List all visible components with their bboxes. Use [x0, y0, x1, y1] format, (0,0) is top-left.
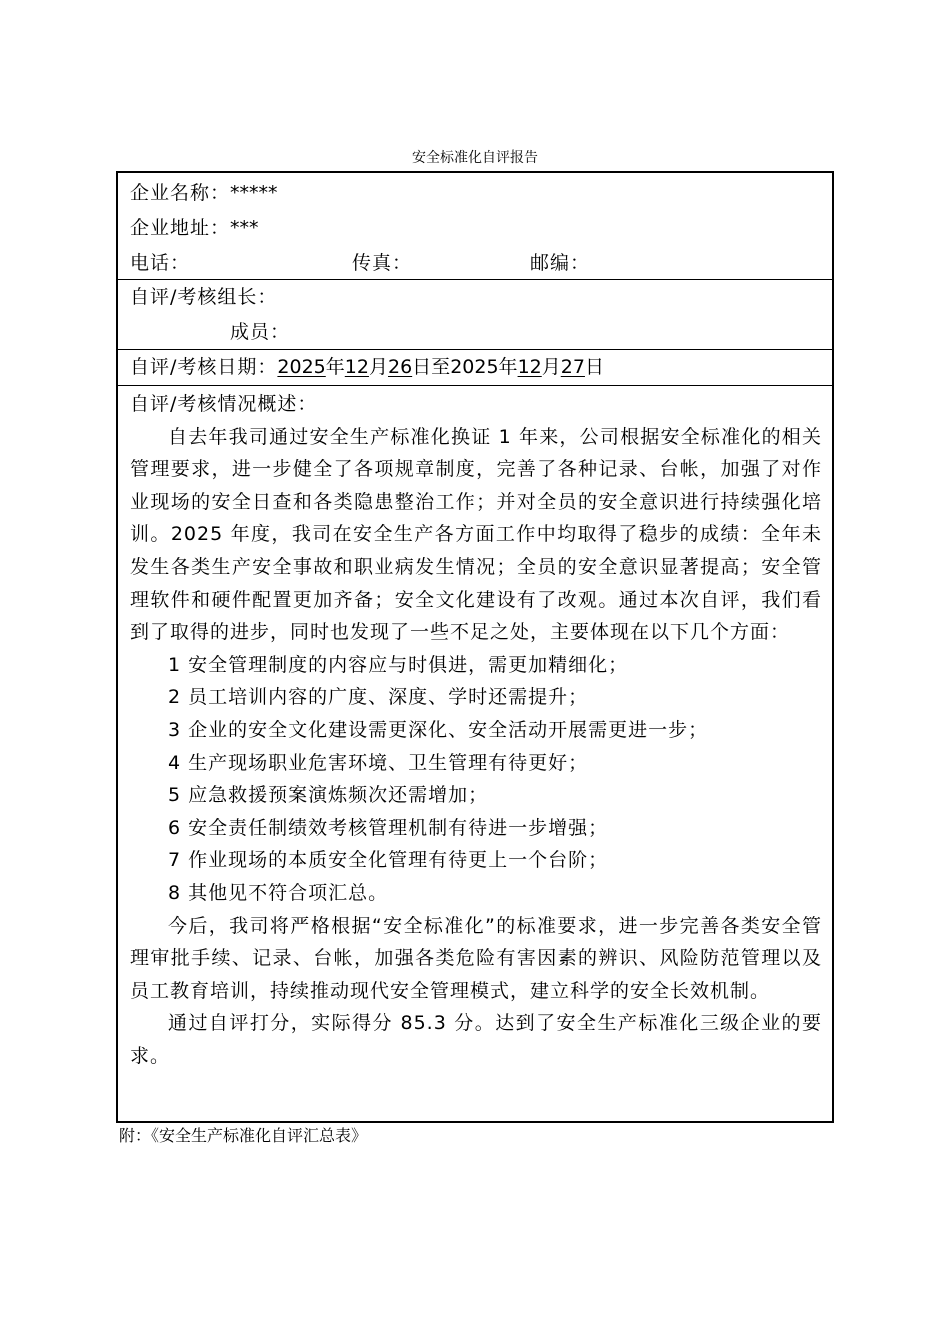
list-item: 4 生产现场职业危害环境、卫生管理有待更好；	[168, 751, 589, 774]
year-char-1: 年	[325, 356, 345, 378]
summary-intro: 自去年我司通过安全生产标准化换证 1 年来，公司根据安全标准化的相关管理要求，进一步健全了各项规章制度，完善了各种记录、台帐，加强了对作业现场的安全日查和各类隐患整治工作；并对全员的安全意识进行持续强化培训。2025 年度，我司在安全生产各方面工作中均取得了稳步的成绩：全年未发生各类生产安全事故和职业病发生情况；全员的安全意识显著提高；安全管理软件和硬件配置更加齐备；安全文化建设有了改观。通过本次自评，我们看到了取得的进步，同时也发现了一些不足之处，主要体现在以下几个方面：	[130, 425, 822, 644]
phone-label: 电话：	[130, 252, 191, 274]
company-name-value: *****	[230, 182, 278, 204]
report-form	[116, 171, 834, 1123]
month-char-2: 月	[541, 356, 561, 378]
list-item: 5 应急救援预案演炼频次还需增加；	[168, 784, 489, 807]
day-char-2: 日	[584, 356, 604, 378]
leader-label: 自评/考核组长：	[130, 286, 278, 308]
list-item: 1 安全管理制度的内容应与时俱进，需更加精细化；	[168, 653, 629, 676]
date-section	[118, 350, 832, 386]
day-char-1: 日至	[412, 356, 451, 378]
start-month: 12	[344, 356, 369, 378]
contact-row	[130, 246, 822, 281]
company-info-section	[118, 173, 832, 280]
date-row	[130, 350, 822, 385]
team-section	[118, 280, 832, 350]
postcode-label: 邮编：	[530, 252, 591, 274]
document-title: 安全标准化自评报告	[412, 150, 538, 166]
list-item: 2 员工培训内容的广度、深度、学时还需提升；	[168, 686, 589, 709]
company-name-row	[130, 176, 822, 211]
start-year: 2025	[277, 356, 326, 378]
company-address-row	[130, 211, 822, 246]
fax-label: 传真：	[352, 252, 413, 274]
end-day: 27	[560, 356, 585, 378]
leader-row	[130, 280, 822, 315]
summary-plan: 今后，我司将严格根据“安全标准化”的标准要求，进一步完善各类安全管理审批手续、记录、台帐，加强各类危险有害因素的辨识、风险防范管理以及员工教育培训，持续推动现代安全管理模式，建立科学的安全长效机制。	[130, 914, 822, 1002]
start-day: 26	[387, 356, 413, 378]
year-char-2: 年	[498, 356, 518, 378]
summary-heading: 自评/考核情况概述：	[130, 393, 318, 415]
list-item: 7 作业现场的本质安全化管理有待更上一个台阶；	[168, 849, 609, 872]
summary-conclusion: 通过自评打分，实际得分 85.3 分。达到了安全生产标准化三级企业的要求。	[130, 1012, 822, 1067]
members-row	[130, 315, 822, 350]
list-item: 6 安全责任制绩效考核管理机制有待进一步增强；	[168, 816, 609, 839]
date-label: 自评/考核日期：	[130, 356, 278, 378]
company-address-label: 企业地址：	[130, 217, 231, 239]
members-label: 成员：	[230, 321, 291, 343]
attachment-note: 附：《安全生产标准化自评汇总表》	[119, 1126, 368, 1145]
summary-section	[118, 386, 832, 1072]
list-item: 8 其他见不符合项汇总。	[168, 881, 389, 904]
list-item: 3 企业的安全文化建设需更深化、安全活动开展需更进一步；	[168, 718, 709, 741]
company-name-label: 企业名称：	[130, 182, 231, 204]
company-address-value: ***	[230, 217, 259, 239]
month-char-1: 月	[368, 356, 388, 378]
end-month: 12	[517, 356, 542, 378]
end-year: 2025	[450, 356, 499, 378]
